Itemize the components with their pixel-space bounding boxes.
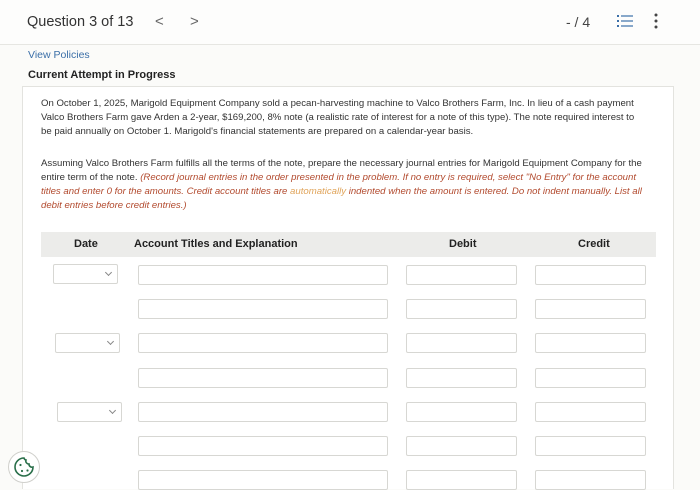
account-title-input[interactable]	[138, 265, 388, 285]
column-header-credit: Credit	[578, 238, 610, 250]
column-header-debit: Debit	[449, 238, 477, 250]
debit-input[interactable]	[406, 265, 517, 285]
instructions-emphasis-b: automatically	[290, 186, 347, 197]
instructions-text: Assuming Valco Brothers Farm fulfills all the terms of the note, prepare the necessary journal entries for Marigold Equipment Company for the entire term of the note.	[41, 158, 642, 183]
credit-input[interactable]	[535, 333, 646, 353]
credit-input[interactable]	[535, 265, 646, 285]
instructions	[41, 157, 651, 213]
date-select[interactable]	[57, 402, 122, 422]
credit-input[interactable]	[535, 436, 646, 456]
credit-input[interactable]	[535, 299, 646, 319]
cookie-icon[interactable]	[8, 451, 40, 483]
more-vertical-icon[interactable]	[652, 12, 660, 30]
account-title-input[interactable]	[138, 470, 388, 490]
account-title-input[interactable]	[138, 368, 388, 388]
account-title-input[interactable]	[138, 333, 388, 353]
debit-input[interactable]	[406, 436, 517, 456]
account-title-input[interactable]	[138, 436, 388, 456]
view-policies-link[interactable]: View Policies	[28, 49, 90, 61]
previous-question-button[interactable]: <	[155, 13, 164, 30]
date-select[interactable]	[55, 333, 120, 353]
question-panel	[22, 86, 674, 489]
debit-input[interactable]	[406, 402, 517, 422]
next-question-button[interactable]: >	[190, 13, 199, 30]
credit-input[interactable]	[535, 368, 646, 388]
attempt-status: Current Attempt in Progress	[28, 69, 176, 81]
column-header-date: Date	[74, 238, 98, 250]
account-title-input[interactable]	[138, 402, 388, 422]
journal-table-header	[41, 232, 656, 257]
top-bar	[0, 0, 700, 45]
question-counter: Question 3 of 13	[27, 14, 134, 30]
question-score: - / 4	[566, 14, 591, 30]
account-title-input[interactable]	[138, 299, 388, 319]
debit-input[interactable]	[406, 299, 517, 319]
credit-input[interactable]	[535, 470, 646, 490]
column-header-account: Account Titles and Explanation	[134, 238, 298, 250]
problem-statement: On October 1, 2025, Marigold Equipment Company sold a pecan-harvesting machine to Valco Brothers Farm, Inc. In lieu of a cash payment Valco Brothers Farm gave Arden a 2-year, $169,200, 8% note (a realistic rate of interest for a note of this type). The note required interest to be paid annually on October 1. Marigold's financial statements are prepared on a calendar-year basis.	[41, 98, 635, 137]
credit-input[interactable]	[535, 402, 646, 422]
debit-input[interactable]	[406, 333, 517, 353]
debit-input[interactable]	[406, 470, 517, 490]
debit-input[interactable]	[406, 368, 517, 388]
list-icon[interactable]	[617, 14, 633, 28]
instructions-emphasis-c: indented when the amount is entered. Do not indent manually. List all debit entries before credit entries.)	[41, 186, 642, 211]
date-select[interactable]	[53, 264, 118, 284]
instructions-emphasis-a: (Record journal entries in the order presented in the problem. If no entry is required, select "No Entry" for the account titles and enter 0 for the amounts. Credit account titles are	[41, 172, 637, 197]
